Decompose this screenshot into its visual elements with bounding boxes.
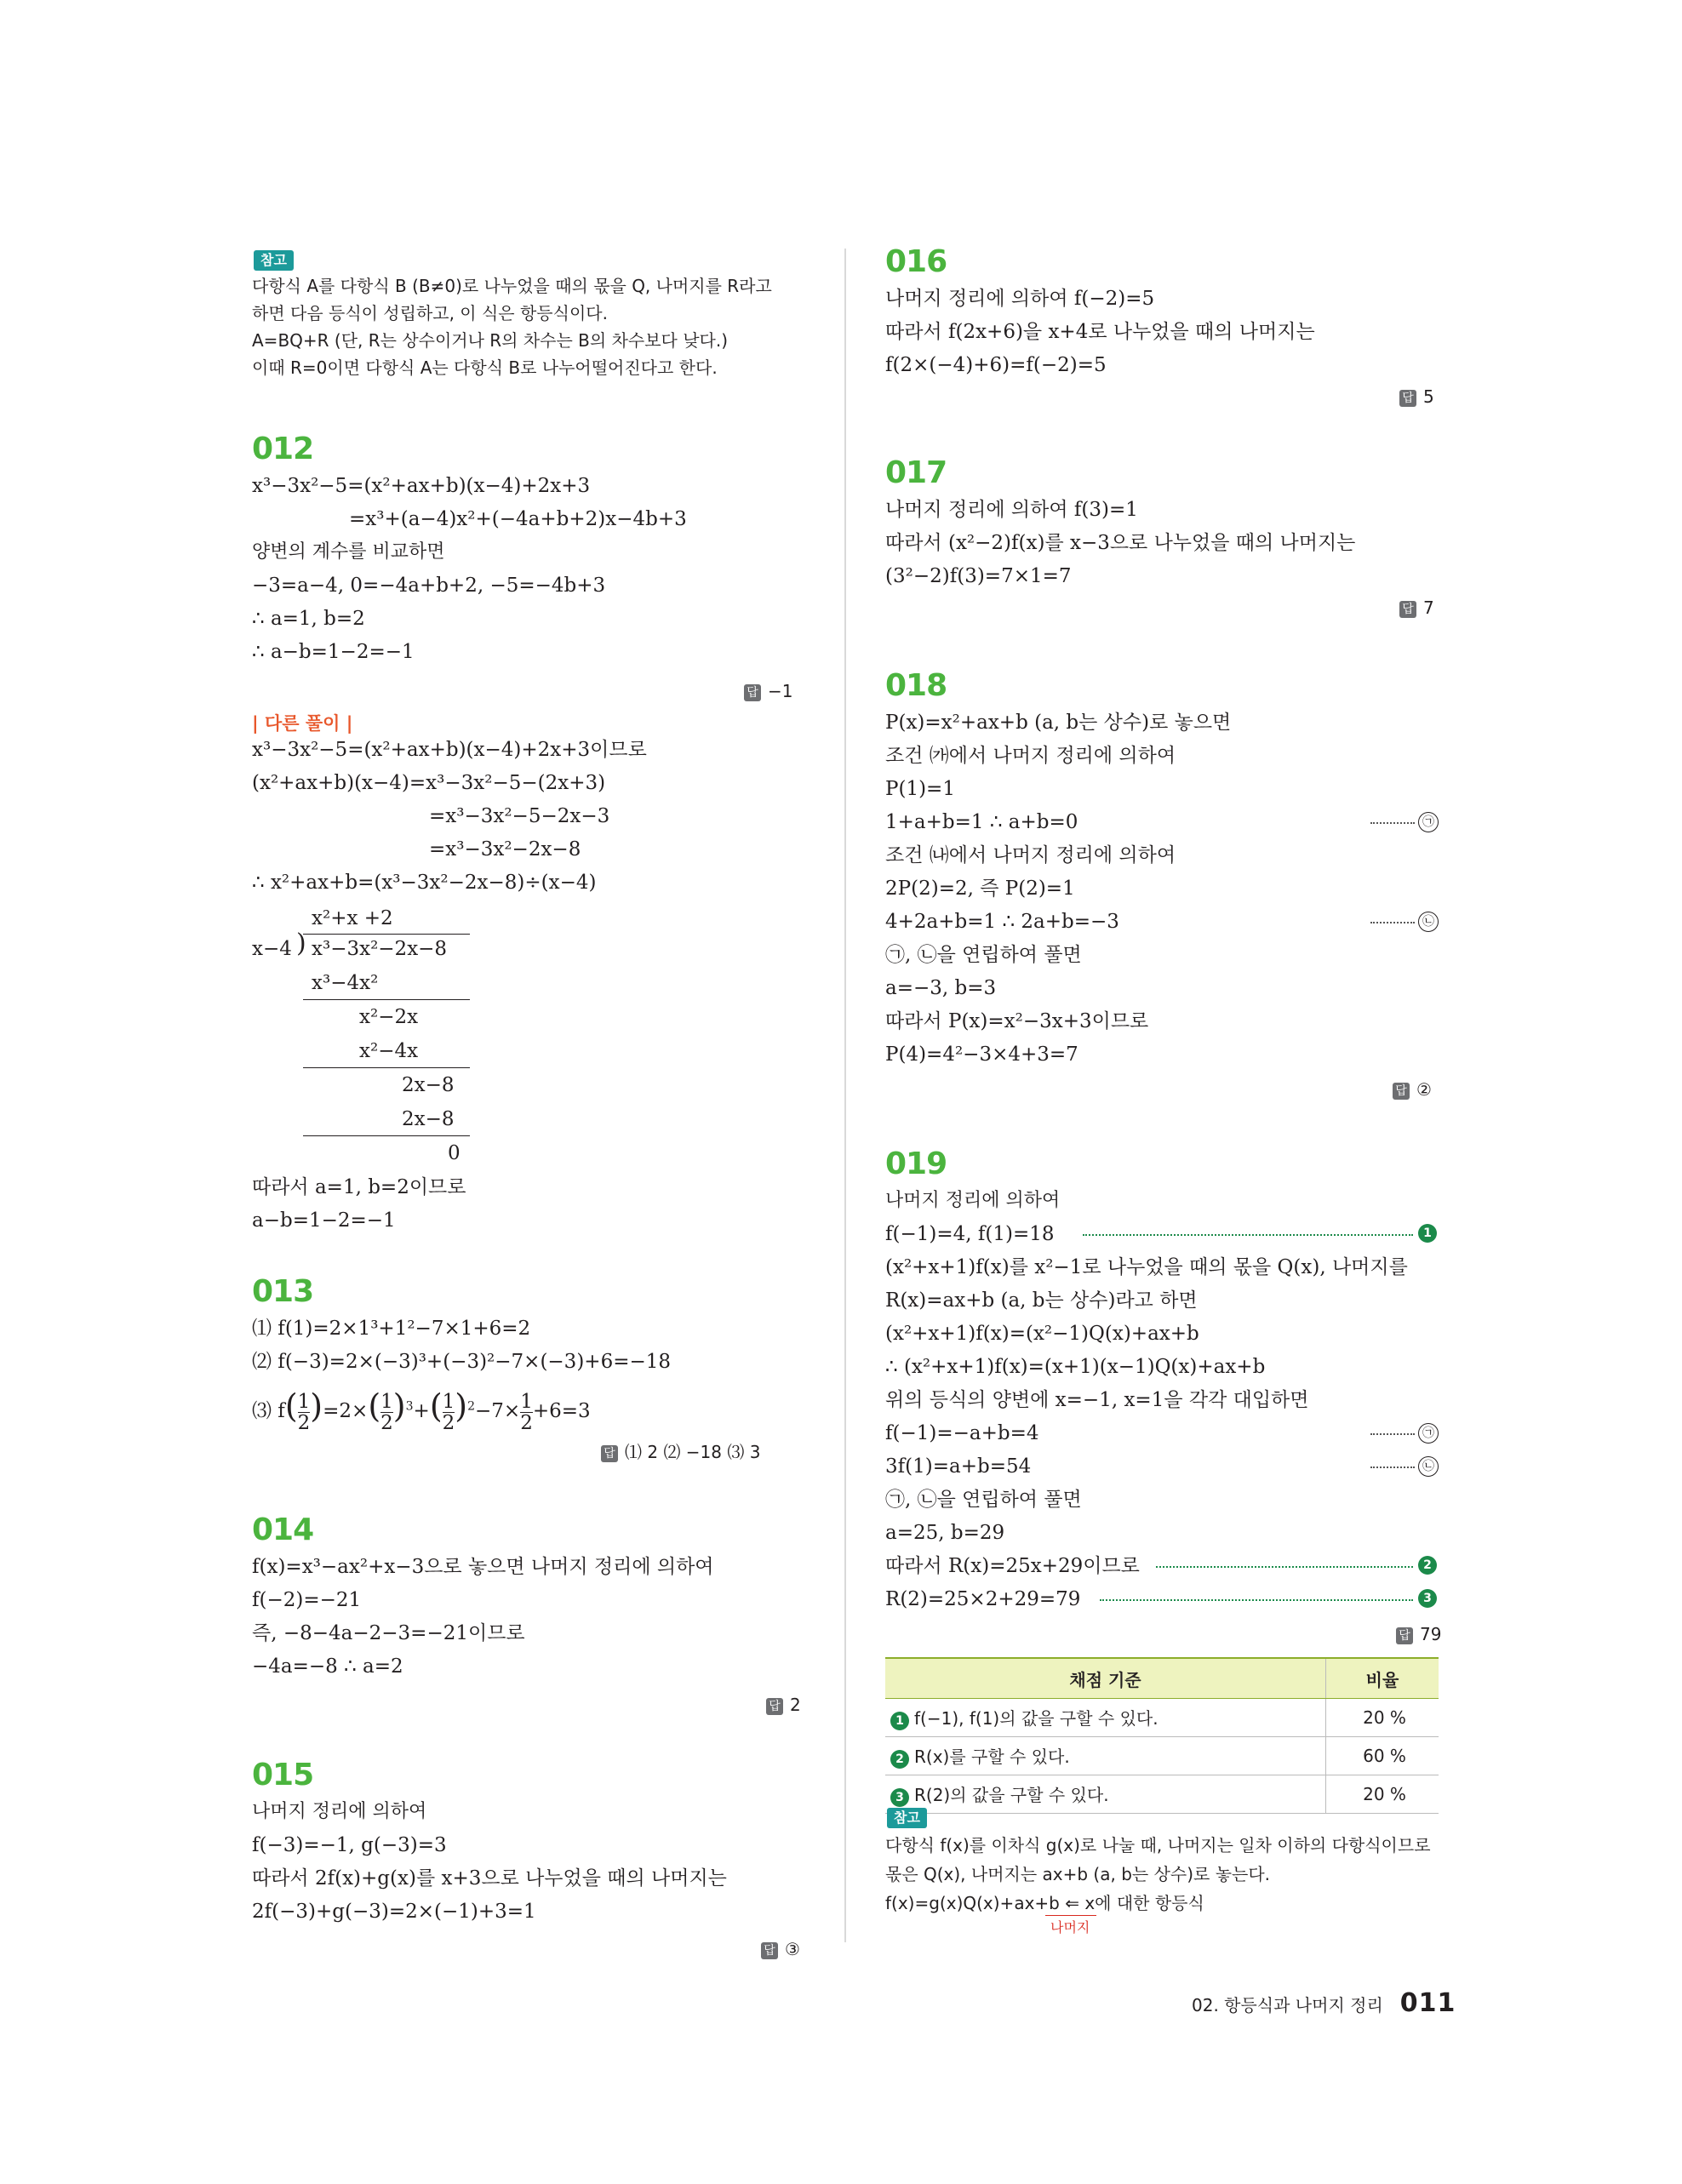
division-step: 2x−8 xyxy=(402,1074,455,1096)
division-rule xyxy=(303,1135,470,1136)
solution-line: 따라서 a=1, b=2이므로 xyxy=(252,1176,466,1198)
problem-number: 019 xyxy=(885,1146,947,1181)
solution-line: 나머지 정리에 의하여 xyxy=(252,1801,427,1822)
division-step: 0 xyxy=(448,1142,461,1164)
problem-number: 012 xyxy=(252,432,314,466)
leader-dots xyxy=(1083,1234,1413,1236)
step-badge: 2 xyxy=(1418,1556,1437,1575)
solution-line: 나머지 정리에 의하여 f(3)=1 xyxy=(885,499,1138,521)
problem-number: 017 xyxy=(885,455,947,490)
mark-nieun: ㉡ xyxy=(1418,1456,1439,1477)
problem-number: 016 xyxy=(885,244,947,279)
answer: 답 7 xyxy=(1399,596,1434,620)
division-bracket: ) xyxy=(296,929,306,958)
solution-line: P(1)=1 xyxy=(885,778,955,800)
note-line: 다항식 A를 다항식 B (B≠0)로 나누었을 때의 몫을 Q, 나머지를 R라고 xyxy=(252,276,772,296)
scoring-header-criteria: 채점 기준 xyxy=(885,1658,1326,1699)
problem-number: 018 xyxy=(885,668,947,703)
solution-line: 2P(2)=2, 즉 P(2)=1 xyxy=(885,878,1075,900)
division-step: x²−2x xyxy=(359,1006,419,1028)
solution-line: f(x)=x³−ax²+x−3으로 놓으면 나머지 정리에 의하여 xyxy=(252,1556,714,1578)
answer: 답 −1 xyxy=(744,679,792,703)
step-badge: 2 xyxy=(890,1750,909,1769)
solution-line: =x³+(a−4)x²+(−4a+b+2)x−4b+3 xyxy=(349,508,687,530)
solution-line: 2f(−3)+g(−3)=2×(−1)+3=1 xyxy=(252,1901,536,1923)
solution-line: (x²+ax+b)(x−4)=x³−3x²−5−(2x+3) xyxy=(252,772,606,794)
note-line: f(x)=g(x)Q(x)+ax+b ⇐ x에 대한 항등식 xyxy=(885,1893,1204,1913)
solution-line: x³−3x²−5=(x²+ax+b)(x−4)+2x+3이므로 xyxy=(252,739,647,761)
note-line: 다항식 f(x)를 이차식 g(x)로 나눌 때, 나머지는 일차 이하의 다항식이므로 xyxy=(885,1835,1431,1855)
division-step: 2x−8 xyxy=(402,1108,455,1130)
solution-line: R(2)=25×2+29=79 xyxy=(885,1588,1081,1610)
leader-dots xyxy=(1100,1599,1413,1601)
solution-line: =x³−3x²−5−2x−3 xyxy=(429,805,610,827)
answer-icon: 답 xyxy=(1396,1627,1413,1644)
answer: 답 ③ xyxy=(761,1937,800,1961)
solution-line: 조건 ㈏에서 나머지 정리에 의하여 xyxy=(885,844,1176,866)
step-badge: 1 xyxy=(890,1712,909,1730)
answer-icon: 답 xyxy=(601,1445,618,1462)
scoring-criteria: f(−1), f(1)의 값을 구할 수 있다. xyxy=(914,1708,1159,1729)
solution-line: f(−1)=−a+b=4 xyxy=(885,1422,1039,1444)
leader-dots xyxy=(1156,1566,1413,1568)
column-divider xyxy=(844,249,846,1942)
solution-line: x³−3x²−5=(x²+ax+b)(x−4)+2x+3 xyxy=(252,475,591,497)
step-badge: 3 xyxy=(890,1788,909,1807)
solution-line: −3=a−4, 0=−4a+b+2, −5=−4b+3 xyxy=(252,575,606,597)
mark-giyeok: ㉠ xyxy=(1418,812,1439,832)
division-step: x³−4x² xyxy=(312,972,379,994)
solution-line: P(x)=x²+ax+b (a, b는 상수)로 놓으면 xyxy=(885,712,1232,734)
solution-line: 3f(1)=a+b=54 xyxy=(885,1455,1032,1478)
solution-line: ∴ a=1, b=2 xyxy=(252,608,365,630)
solution-line: ⑴ f(1)=2×1³+1²−7×1+6=2 xyxy=(252,1318,531,1340)
solution-line: 위의 등식의 양변에 x=−1, x=1을 각각 대입하면 xyxy=(885,1389,1309,1411)
note-tag: 참고 xyxy=(887,1808,927,1828)
alt-solution-label: | 다른 풀이 | xyxy=(252,713,353,734)
note-line: 몫은 Q(x), 나머지는 ax+b (a, b는 상수)로 놓는다. xyxy=(885,1864,1271,1884)
answer-icon: 답 xyxy=(1393,1083,1410,1100)
solution-line: 따라서 2f(x)+g(x)를 x+3으로 나누었을 때의 나머지는 xyxy=(252,1867,727,1890)
page-footer xyxy=(1192,1988,1456,2018)
problem-number: 013 xyxy=(252,1274,314,1309)
solution-line: −4a=−8 ∴ a=2 xyxy=(252,1655,403,1678)
division-divisor: x−4 xyxy=(252,938,292,960)
solution-line: a=25, b=29 xyxy=(885,1522,1005,1544)
solution-line: f(−2)=−21 xyxy=(252,1589,362,1611)
scoring-ratio: 60 % xyxy=(1326,1737,1439,1775)
scoring-ratio: 20 % xyxy=(1326,1699,1439,1737)
solution-line: f(2×(−4)+6)=f(−2)=5 xyxy=(885,354,1107,376)
division-rule xyxy=(303,1067,470,1068)
scoring-header-row xyxy=(885,1658,1439,1699)
note-line: 이때 R=0이면 다항식 A는 다항식 B로 나누어떨어진다고 한다. xyxy=(252,357,718,378)
problem-number: 015 xyxy=(252,1758,314,1792)
division-step: x²−4x xyxy=(359,1040,419,1062)
solution-line: 1+a+b=1 ∴ a+b=0 xyxy=(885,811,1078,833)
solution-line: 양변의 계수를 비교하면 xyxy=(252,541,445,563)
answer: 답 ② xyxy=(1393,1078,1432,1101)
solution-line: (x²+x+1)f(x)=(x²−1)Q(x)+ax+b xyxy=(885,1323,1199,1345)
note-line: 하면 다음 등식이 성립하고, 이 식은 항등식이다. xyxy=(252,303,608,323)
solution-line: R(x)=ax+b (a, b는 상수)라고 하면 xyxy=(885,1289,1198,1312)
scoring-row xyxy=(885,1699,1439,1737)
solution-line: 따라서 R(x)=25x+29이므로 xyxy=(885,1555,1140,1577)
solution-line: 따라서 P(x)=x²−3x+3이므로 xyxy=(885,1010,1149,1032)
division-bar xyxy=(303,934,470,935)
mark-nieun: ㉡ xyxy=(1418,912,1439,932)
scoring-row xyxy=(885,1775,1439,1814)
scoring-row xyxy=(885,1737,1439,1775)
solution-line: f(−1)=4, f(1)=18 xyxy=(885,1223,1055,1245)
division-rule xyxy=(303,999,470,1000)
solution-line: 즉, −8−4a−2−3=−21이므로 xyxy=(252,1622,525,1644)
solution-line: ∴ a−b=1−2=−1 xyxy=(252,641,415,663)
answer: 답 79 xyxy=(1396,1622,1441,1646)
scoring-criteria: R(2)의 값을 구할 수 있다. xyxy=(914,1785,1109,1805)
answer-icon: 답 xyxy=(761,1942,778,1959)
solution-line: 따라서 (x²−2)f(x)를 x−3으로 나누었을 때의 나머지는 xyxy=(885,532,1356,554)
solution-line: 4+2a+b=1 ∴ 2a+b=−3 xyxy=(885,911,1119,933)
answer-icon: 답 xyxy=(744,684,761,701)
solution-line: ㉠, ㉡을 연립하여 풀면 xyxy=(885,944,1082,966)
scoring-table xyxy=(885,1657,1439,1814)
note-tag: 참고 xyxy=(254,250,294,271)
note-line: A=BQ+R (단, R는 상수이거나 R의 차수는 B의 차수보다 낮다.) xyxy=(252,330,729,351)
solution-line: 따라서 f(2x+6)을 x+4로 나누었을 때의 나머지는 xyxy=(885,321,1315,343)
step-badge: 1 xyxy=(1418,1224,1437,1243)
solution-line: ∴ (x²+x+1)f(x)=(x+1)(x−1)Q(x)+ax+b xyxy=(885,1356,1266,1378)
leader-dots xyxy=(1370,922,1415,923)
answer: 답 ⑴ 2 ⑵ −18 ⑶ 3 xyxy=(601,1440,760,1464)
problem-number: 014 xyxy=(252,1512,314,1547)
solution-line: =x³−3x²−2x−8 xyxy=(429,838,581,860)
solution-line: P(4)=4²−3×4+3=7 xyxy=(885,1043,1078,1066)
answer-icon: 답 xyxy=(1399,390,1416,407)
solution-line: f(−3)=−1, g(−3)=3 xyxy=(252,1834,447,1856)
solution-line: 나머지 정리에 의하여 f(−2)=5 xyxy=(885,288,1155,310)
scoring-header-ratio: 비율 xyxy=(1326,1658,1439,1699)
scoring-criteria: R(x)를 구할 수 있다. xyxy=(914,1747,1070,1767)
step-badge: 3 xyxy=(1418,1589,1437,1608)
answer: 답 5 xyxy=(1399,385,1434,409)
answer-icon: 답 xyxy=(766,1698,783,1715)
leader-dots xyxy=(1370,1466,1415,1468)
solution-line-fractions: ⑶ $f(\frac{1}{2}$ )$=2\times(\frac{1}{2}$ )$^3+(\frac{1}{2}$ )$^2-7\times\frac{1}{2}$ +6=3 xyxy=(252,1387,591,1434)
answer-icon: 답 xyxy=(1399,601,1416,618)
division-quotient: x²+x +2 xyxy=(312,907,393,929)
scoring-ratio: 20 % xyxy=(1326,1775,1439,1814)
mark-giyeok: ㉠ xyxy=(1418,1423,1439,1444)
solution-line: ⑵ f(−3)=2×(−3)³+(−3)²−7×(−3)+6=−18 xyxy=(252,1351,672,1373)
solution-line: ∴ x²+ax+b=(x³−3x²−2x−8)÷(x−4) xyxy=(252,872,597,894)
leader-dots xyxy=(1370,822,1415,824)
solution-line: 조건 ㈎에서 나머지 정리에 의하여 xyxy=(885,745,1176,767)
solution-line: (3²−2)f(3)=7×1=7 xyxy=(885,565,1072,587)
remainder-underline xyxy=(1045,1915,1096,1916)
remainder-label: 나머지 xyxy=(1050,1919,1090,1935)
chapter-title: 02. 항등식과 나머지 정리 xyxy=(1192,1995,1383,2015)
page-number: 011 xyxy=(1399,1988,1456,2018)
answer: 답 2 xyxy=(766,1693,801,1717)
solution-line: a−b=1−2=−1 xyxy=(252,1209,396,1232)
solution-line: (x²+x+1)f(x)를 x²−1로 나누었을 때의 몫을 Q(x), 나머지를 xyxy=(885,1256,1408,1278)
division-dividend: x³−3x²−2x−8 xyxy=(312,938,448,960)
solution-line: ㉠, ㉡을 연립하여 풀면 xyxy=(885,1489,1082,1511)
solution-line: a=−3, b=3 xyxy=(885,977,997,999)
solution-line: 나머지 정리에 의하여 xyxy=(885,1190,1061,1211)
leader-dots xyxy=(1370,1433,1415,1435)
